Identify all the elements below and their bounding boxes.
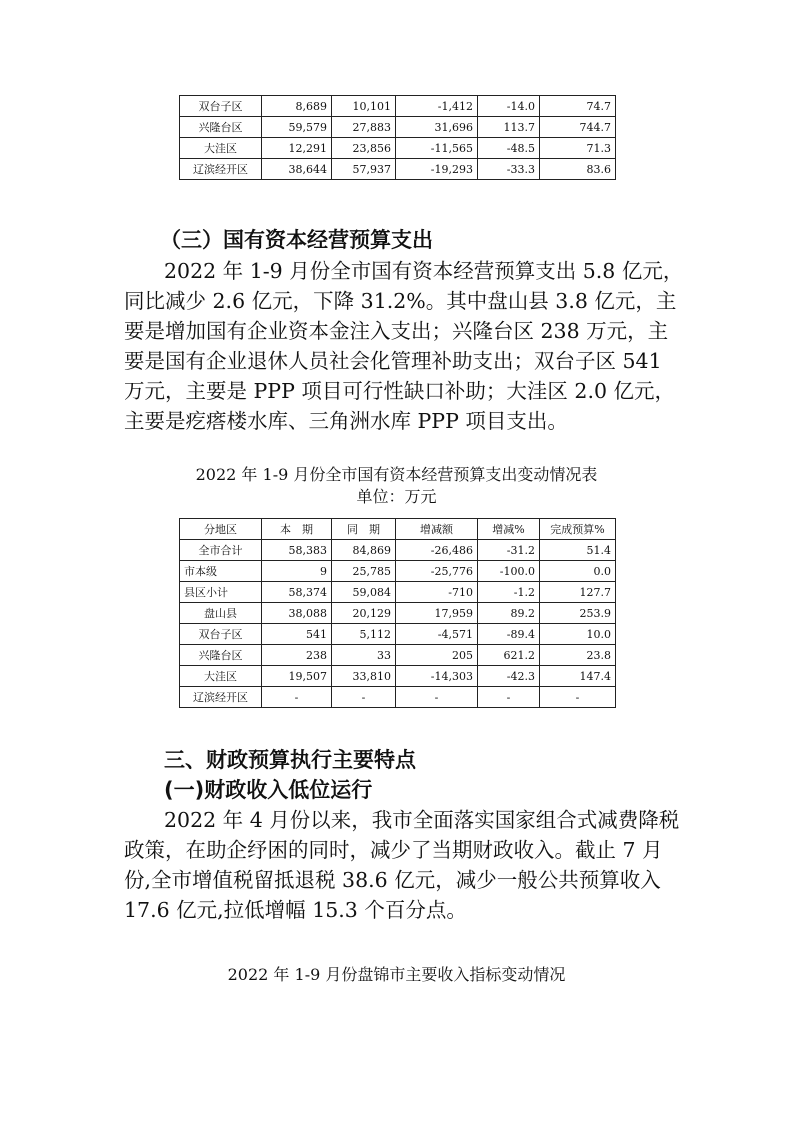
table-row [180, 645, 616, 666]
region-cell: 兴隆台区 [180, 645, 262, 666]
region-cell: 兴隆台区 [180, 117, 262, 138]
paragraph-line: 2022 年 1-9 月份全市国有资本经营预算支出 5.8 亿元， [164, 259, 684, 283]
paragraph-line: 政策，在助企纾困的同时，减少了当期财政收入。截止 7 月 [124, 838, 663, 862]
table-row [180, 603, 616, 624]
value-cell: 10,101 [332, 96, 396, 117]
column-header: 增减% [478, 519, 540, 540]
regional-budget-table-continued [179, 95, 616, 180]
table-row [180, 666, 616, 687]
table-row [180, 138, 616, 159]
table-row [180, 117, 616, 138]
table-row [180, 687, 616, 708]
value-cell: 58,383 [262, 540, 332, 561]
region-cell: 双台子区 [180, 96, 262, 117]
value-cell: 9 [262, 561, 332, 582]
value-cell: 744.7 [540, 117, 616, 138]
value-cell: 84,869 [332, 540, 396, 561]
section-heading-main-features: 三、财政预算执行主要特点 [164, 748, 416, 772]
table-row [180, 624, 616, 645]
value-cell: -19,293 [396, 159, 478, 180]
value-cell: - [396, 687, 478, 708]
value-cell: -25,776 [396, 561, 478, 582]
region-cell: 市本级 [180, 561, 262, 582]
value-cell: 20,129 [332, 603, 396, 624]
value-cell: 38,088 [262, 603, 332, 624]
region-cell: 双台子区 [180, 624, 262, 645]
value-cell: -100.0 [478, 561, 540, 582]
value-cell: 23.8 [540, 645, 616, 666]
value-cell: -14.0 [478, 96, 540, 117]
column-header: 同 期 [332, 519, 396, 540]
value-cell: 59,579 [262, 117, 332, 138]
value-cell: - [332, 687, 396, 708]
region-cell: 县区小计 [180, 582, 262, 603]
paragraph-line: 要是国有企业退休人员社会化管理补助支出；双台子区 541 [124, 349, 662, 373]
column-header: 完成预算% [540, 519, 616, 540]
value-cell: -42.3 [478, 666, 540, 687]
value-cell: 8,689 [262, 96, 332, 117]
paragraph-line: 万元，主要是 PPP 项目可行性缺口补助；大洼区 2.0 亿元， [124, 379, 676, 403]
value-cell: 5,112 [332, 624, 396, 645]
table-row [180, 540, 616, 561]
paragraph-line: 份,全市增值税留抵退税 38.6 亿元，减少一般公共预算收入 [124, 868, 661, 892]
region-cell: 大洼区 [180, 138, 262, 159]
value-cell: 541 [262, 624, 332, 645]
paragraph-line: 2022 年 4 月份以来，我市全面落实国家组合式减费降税 [164, 808, 680, 832]
region-cell: 辽滨经开区 [180, 159, 262, 180]
column-header: 增减额 [396, 519, 478, 540]
value-cell: -48.5 [478, 138, 540, 159]
figure-caption: 2022 年 1-9 月份盘锦市主要收入指标变动情况 [227, 965, 566, 984]
value-cell: 205 [396, 645, 478, 666]
value-cell: 51.4 [540, 540, 616, 561]
value-cell: -11,565 [396, 138, 478, 159]
table-title: 2022 年 1-9 月份全市国有资本经营预算支出变动情况表 [195, 465, 598, 484]
paragraph-state-capital [124, 256, 684, 436]
value-cell: 74.7 [540, 96, 616, 117]
region-cell: 大洼区 [180, 666, 262, 687]
value-cell: 253.9 [540, 603, 616, 624]
value-cell: 27,883 [332, 117, 396, 138]
value-cell: 38,644 [262, 159, 332, 180]
value-cell: 19,507 [262, 666, 332, 687]
value-cell: 25,785 [332, 561, 396, 582]
value-cell: 57,937 [332, 159, 396, 180]
value-cell: -1,412 [396, 96, 478, 117]
value-cell: 127.7 [540, 582, 616, 603]
table-row [180, 582, 616, 603]
value-cell: -14,303 [396, 666, 478, 687]
value-cell: -4,571 [396, 624, 478, 645]
value-cell: -1.2 [478, 582, 540, 603]
value-cell: 89.2 [478, 603, 540, 624]
paragraph-line: 同比减少 2.6 亿元，下降 31.2%。其中盘山县 3.8 亿元，主 [124, 289, 677, 313]
value-cell: -710 [396, 582, 478, 603]
value-cell: - [478, 687, 540, 708]
value-cell: - [540, 687, 616, 708]
table-row [180, 561, 616, 582]
region-cell: 全市合计 [180, 540, 262, 561]
value-cell: 59,084 [332, 582, 396, 603]
value-cell: 147.4 [540, 666, 616, 687]
value-cell: 31,696 [396, 117, 478, 138]
paragraph-line: 主要是疙瘩楼水库、三角洲水库 PPP 项目支出。 [124, 409, 568, 433]
paragraph-line: 要是增加国有企业资本金注入支出；兴隆台区 238 万元，主 [124, 319, 669, 343]
value-cell: -26,486 [396, 540, 478, 561]
region-cell: 盘山县 [180, 603, 262, 624]
state-capital-expenditure-table [179, 518, 616, 708]
value-cell: 17,959 [396, 603, 478, 624]
value-cell: 58,374 [262, 582, 332, 603]
value-cell: -31.2 [478, 540, 540, 561]
table-header-row [180, 519, 616, 540]
table-unit: 单位：万元 [356, 487, 437, 506]
value-cell: 238 [262, 645, 332, 666]
value-cell: - [262, 687, 332, 708]
value-cell: 621.2 [478, 645, 540, 666]
value-cell: 23,856 [332, 138, 396, 159]
column-header: 分地区 [180, 519, 262, 540]
value-cell: -33.3 [478, 159, 540, 180]
section-heading-state-capital: （三）国有资本经营预算支出 [160, 228, 433, 252]
value-cell: 83.6 [540, 159, 616, 180]
value-cell: -89.4 [478, 624, 540, 645]
value-cell: 113.7 [478, 117, 540, 138]
paragraph-revenue [124, 805, 680, 925]
value-cell: 0.0 [540, 561, 616, 582]
value-cell: 12,291 [262, 138, 332, 159]
table-row [180, 96, 616, 117]
value-cell: 33,810 [332, 666, 396, 687]
column-header: 本 期 [262, 519, 332, 540]
table-row [180, 159, 616, 180]
subsection-heading-revenue: (一)财政收入低位运行 [164, 778, 373, 802]
value-cell: 71.3 [540, 138, 616, 159]
value-cell: 10.0 [540, 624, 616, 645]
region-cell: 辽滨经开区 [180, 687, 262, 708]
paragraph-line: 17.6 亿元,拉低增幅 15.3 个百分点。 [124, 898, 467, 922]
value-cell: 33 [332, 645, 396, 666]
